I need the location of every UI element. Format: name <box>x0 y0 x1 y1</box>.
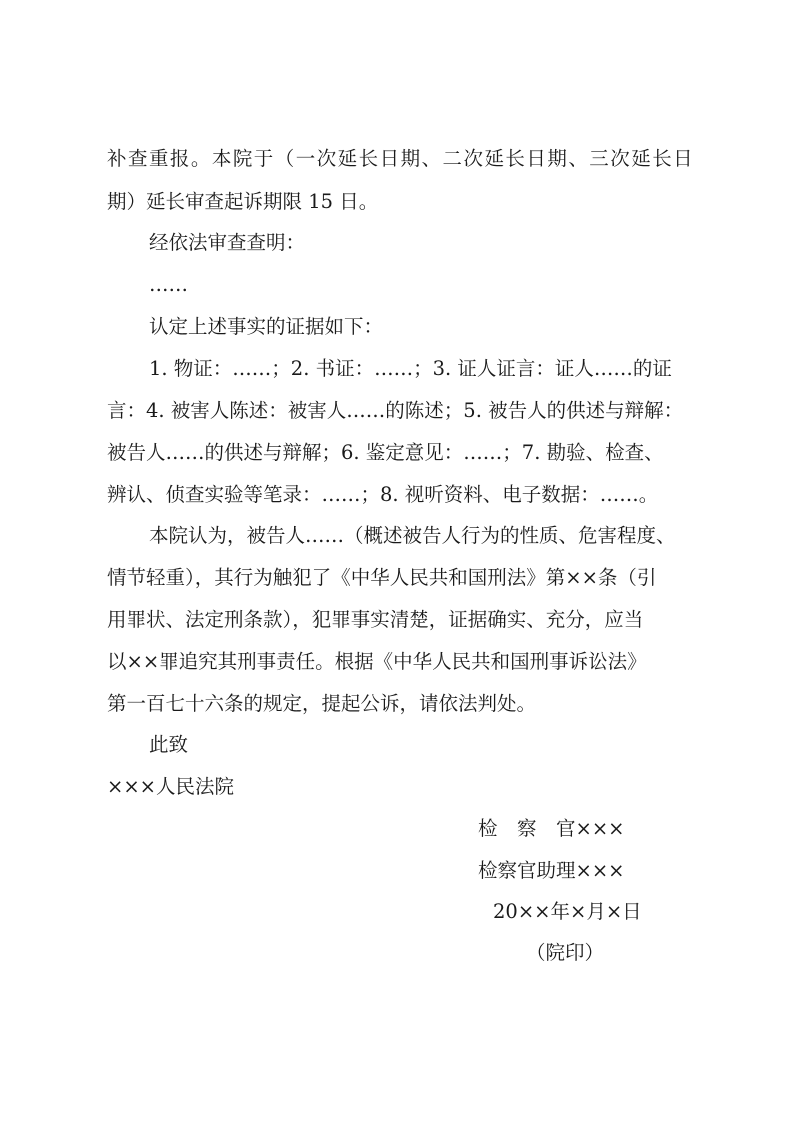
line-char: 院 <box>232 147 253 170</box>
conclusion-line-5: 第一百七十六条的规定，提起公诉，请依法判处。 <box>107 692 537 715</box>
conclusion-line-2: 情节轻重），其行为触犯了《中华人民共和国刑法》第××条（引 <box>107 566 657 589</box>
line-char: 次 <box>610 147 630 170</box>
line-char: 查 <box>127 147 148 170</box>
line-char: 长 <box>652 147 672 170</box>
line-char: 延 <box>631 147 651 170</box>
line-char: 长 <box>358 147 379 170</box>
line-char: 补 <box>107 147 127 170</box>
section-heading: 经依法审查查明： <box>149 231 306 254</box>
line-char: 于 <box>253 147 274 170</box>
signature-assistant: 检察官助理××× <box>478 859 625 882</box>
evidence-line-2: 言：4. 被害人陈述：被害人……的陈述；5. 被告人的供述与辩解： <box>107 399 684 422</box>
line-char: 延 <box>484 147 504 170</box>
line-char: 日 <box>526 147 546 170</box>
paragraph-line-1 <box>107 145 693 173</box>
line-char: 期 <box>547 147 567 170</box>
conclusion-line-1: 本院认为，被告人……（概述被告人行为的性质、危害程度、 <box>149 524 676 547</box>
line-char: （ <box>274 147 295 170</box>
line-char: 、 <box>421 147 442 170</box>
ellipsis-line: …… <box>149 273 188 296</box>
line-char: 二 <box>442 147 463 170</box>
signature-date: 20××年×月×日 <box>493 900 642 923</box>
line-char: 日 <box>673 147 693 170</box>
conclusion-line-4: 以××罪追究其刑事责任。根据《中华人民共和国刑事诉讼法》 <box>107 650 647 673</box>
line-char: 长 <box>505 147 525 170</box>
line-char: 。 <box>190 147 211 170</box>
salutation: 此致 <box>149 733 189 756</box>
line-char: 次 <box>316 147 337 170</box>
line-char: 、 <box>568 147 588 170</box>
line-char: 期 <box>400 147 421 170</box>
line-char: 报 <box>169 147 190 170</box>
line-char: 日 <box>379 147 400 170</box>
line-char: 三 <box>589 147 609 170</box>
line-char: 次 <box>463 147 483 170</box>
evidence-heading: 认定上述事实的证据如下： <box>149 315 384 338</box>
paragraph-line-2: 期）延长审查起诉期限 15 日。 <box>107 190 379 213</box>
signature-prosecutor: 检 察 官××× <box>478 817 625 840</box>
line-char: 一 <box>295 147 316 170</box>
line-char: 本 <box>211 147 232 170</box>
justified-line <box>107 145 693 173</box>
court-seal: （院印） <box>526 941 605 964</box>
evidence-line-3: 被告人……的供述与辩解；6. 鉴定意见：……；7. 勘验、检查、 <box>107 441 664 464</box>
evidence-line-4: 辨认、侦查实验等笔录：……；8. 视听资料、电子数据：……。 <box>107 483 659 506</box>
line-char: 延 <box>337 147 358 170</box>
conclusion-line-3: 用罪状、法定刑条款），犯罪事实清楚，证据确实、充分，应当 <box>107 608 644 631</box>
evidence-line-1: 1. 物证：……；2. 书证：……；3. 证人证言：证人……的证 <box>149 357 672 380</box>
recipient-court: ×××人民法院 <box>107 775 235 798</box>
line-char: 重 <box>148 147 169 170</box>
